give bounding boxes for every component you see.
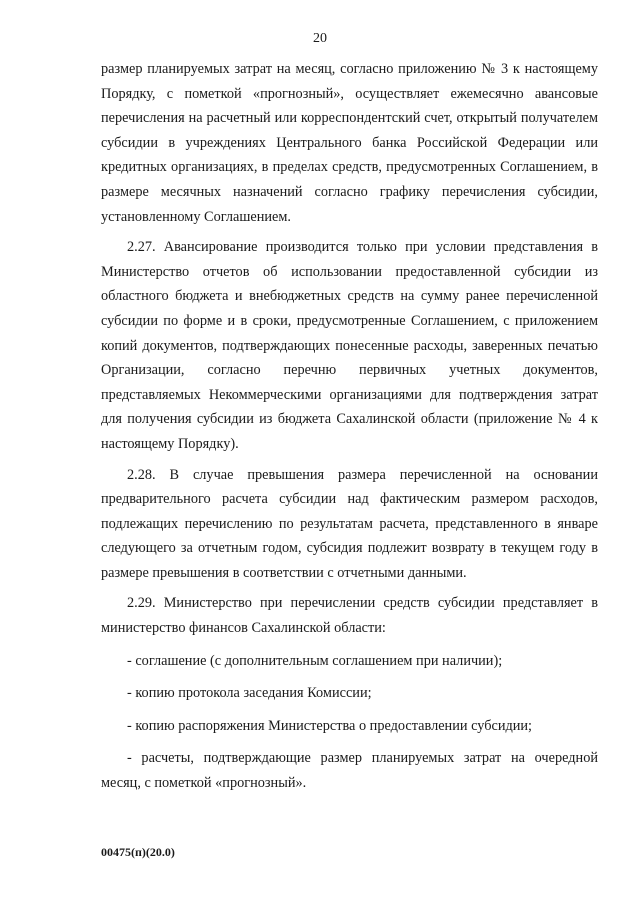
paragraph-2-27: 2.27. Авансирование производится только при условии представления в Министерство отчетов об использовании предоставленной субсидии из областного бюджета и внебюджетных средств на сумму ранее перечисленной субсидии по форме и в сроки, предусмотренные Соглашением, с приложением копий документов, подтверждающих понесенные расходы, заверенных печатью Организации, согласно перечню первичных учетных документов, представляемых Некоммерческими организациями для подтверждения затрат для получения субсидии из бюджета Сахалинской области (приложение № 4 к настоящему Порядку). <box>101 239 598 452</box>
list-item: - копию распоряжения Министерства о предоставлении субсидии; <box>127 717 533 734</box>
paragraph-continuation: размер планируемых затрат на месяц, согласно приложению № 3 к настоящему Порядку, с пометкой «прогнозный», осуществляет ежемесячно авансовые перечисления на расчетный или корреспондентский счет, открытый получателем субсидии в учреждениях Центрального банка Российской Федерации или кредитных организациях, в пределах средств, предусмотренных Соглашением, в размере месячных назначений согласно графику перечисления субсидии, установленному Соглашением. <box>101 61 598 225</box>
paragraph-2-28: 2.28. В случае превышения размера перечисленной на основании предварительного расчета субсидии над фактическим размером расходов, подлежащих перечислению по результатам расчета, представленного в январе следующего за отчетным годом, субсидия подлежит возврату в текущем году в размере превышения в соответствии с отчетными данными. <box>101 466 598 581</box>
paragraph-2-29: 2.29. Министерство при перечислении средств субсидии представляет в министерство финансов Сахалинской области: <box>101 595 598 637</box>
list-item: - копию протокола заседания Комиссии; <box>127 685 372 702</box>
document-code: 00475(п)(20.0) <box>101 845 175 859</box>
document-body <box>101 57 598 796</box>
page-number: 20 <box>313 31 327 46</box>
list-item: - расчеты, подтверждающие размер планируемых затрат на очередной месяц, с пометкой «прогнозный». <box>101 750 598 792</box>
list-item: - соглашение (с дополнительным соглашением при наличии); <box>127 652 503 669</box>
